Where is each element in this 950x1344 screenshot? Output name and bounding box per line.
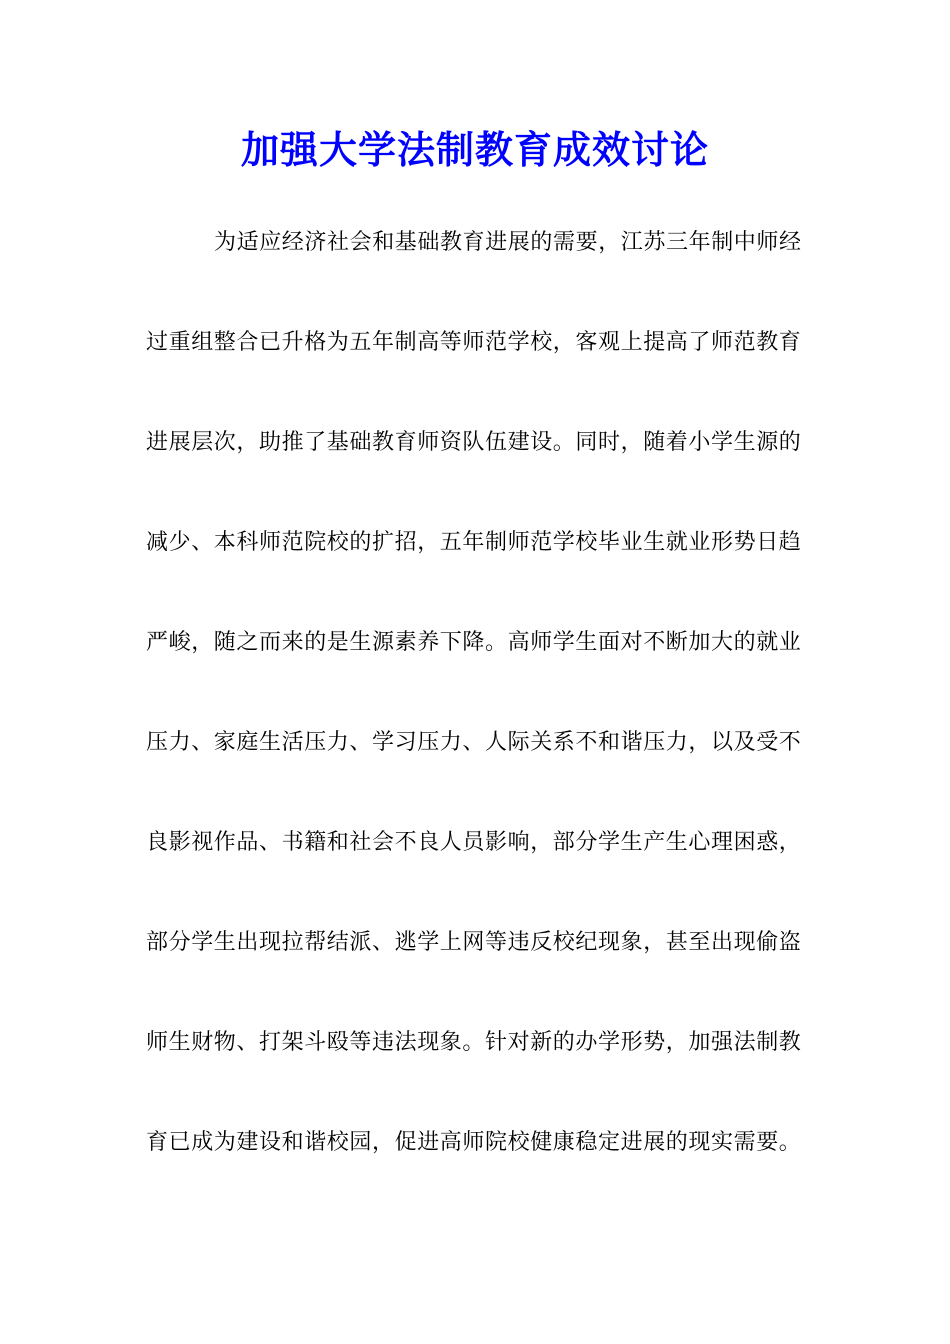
document-title: 加强大学法制教育成效讨论 bbox=[240, 127, 709, 172]
paragraph-line-6: 压力、家庭生活压力、学习压力、人际关系不和谐压力，以及受不 bbox=[146, 730, 802, 755]
paragraph-line-1: 为适应经济社会和基础教育进展的需要，江苏三年制中师经 bbox=[214, 230, 802, 255]
paragraph-line-5: 严峻，随之而来的是生源素养下降。高师学生面对不断加大的就业 bbox=[146, 630, 802, 655]
paragraph-line-2: 过重组整合已升格为五年制高等师范学校，客观上提高了师范教育 bbox=[146, 330, 802, 355]
paragraph-line-8: 部分学生出现拉帮结派、逃学上网等违反校纪现象，甚至出现偷盗 bbox=[146, 930, 802, 955]
paragraph-line-9: 师生财物、打架斗殴等违法现象。针对新的办学形势，加强法制教 bbox=[146, 1030, 802, 1055]
paragraph-line-10: 育已成为建设和谐校园，促进高师院校健康稳定进展的现实需要。 bbox=[146, 1130, 802, 1155]
document-body bbox=[146, 221, 808, 1221]
paragraph-line-3: 进展层次，助推了基础教育师资队伍建设。同时，随着小学生源的 bbox=[146, 430, 802, 455]
paragraph-line-4: 减少、本科师范院校的扩招，五年制师范学校毕业生就业形势日趋 bbox=[146, 530, 802, 555]
paragraph-line-7: 良影视作品、书籍和社会不良人员影响，部分学生产生心理困惑， bbox=[146, 830, 802, 855]
